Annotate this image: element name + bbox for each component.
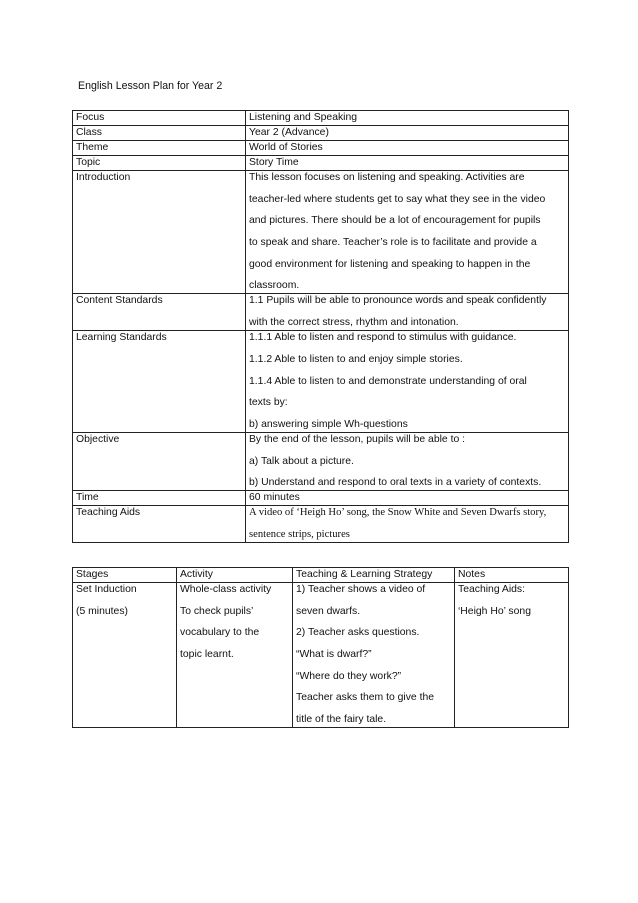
- strategy-cell: [293, 583, 455, 728]
- introduction-line: This lesson focuses on listening and speaking. Activities are: [249, 172, 525, 183]
- learning-standards-text: [246, 331, 569, 433]
- notes-line: Teaching Aids:: [458, 584, 526, 595]
- class-label: Class: [73, 126, 246, 141]
- objective-row: [73, 432, 569, 490]
- learning-standards-line: b) answering simple Wh-questions: [249, 418, 408, 430]
- time-row: [73, 491, 569, 506]
- content-standards-label: Content Standards: [73, 294, 246, 331]
- content-standards-text: [246, 294, 569, 331]
- topic-row: [73, 156, 569, 171]
- topic-value: Story Time: [246, 156, 569, 171]
- teaching-aids-label: Teaching Aids: [73, 506, 246, 543]
- theme-label: Theme: [73, 141, 246, 156]
- learning-standards-line: 1.1.1 Able to listen and respond to stimulus with guidance.: [249, 332, 517, 344]
- teaching-aids-row: [73, 506, 569, 543]
- header-activity: Activity: [177, 568, 293, 583]
- activity-line: topic learnt.: [180, 649, 234, 661]
- theme-value: World of Stories: [246, 141, 569, 156]
- content-standards-row: [73, 294, 569, 331]
- strategy-line: title of the fairy tale.: [296, 714, 387, 726]
- header-strategy: Teaching & Learning Strategy: [293, 568, 455, 583]
- stage-line: (5 minutes): [76, 605, 128, 617]
- time-value: 60 minutes: [246, 491, 569, 506]
- learning-standards-row: [73, 331, 569, 433]
- header-notes: Notes: [455, 568, 569, 583]
- introduction-label: Introduction: [73, 171, 246, 294]
- introduction-line: and pictures. There should be a lot of encouragement for pupils: [249, 215, 541, 227]
- class-row: [73, 126, 569, 141]
- strategy-line: “What is dwarf?”: [296, 649, 372, 661]
- focus-row: [73, 111, 569, 126]
- objective-text: [246, 432, 569, 490]
- strategy-line: Teacher asks them to give the: [296, 692, 435, 704]
- stages-header-row: [73, 568, 569, 583]
- introduction-line: to speak and share. Teacher’s role is to facilitate and provide a: [249, 237, 537, 249]
- content-standards-line: 1.1 Pupils will be able to pronounce words and speak confidently: [249, 295, 547, 307]
- introduction-line: good environment for listening and speaking to happen in the: [249, 258, 531, 270]
- objective-line: b) Understand and respond to oral texts in a variety of contexts.: [249, 477, 542, 489]
- class-value: Year 2 (Advance): [246, 126, 569, 141]
- teaching-aids-line: A video of ‘Heigh Ho’ song, the Snow White and Seven Dwarfs story,: [249, 507, 547, 519]
- topic-label: Topic: [73, 156, 246, 171]
- set-induction-row: [73, 583, 569, 728]
- objective-line: By the end of the lesson, pupils will be able to :: [249, 433, 466, 445]
- teaching-aids-text: [246, 506, 569, 543]
- strategy-line: 2) Teacher asks questions.: [296, 627, 420, 639]
- introduction-row: [73, 171, 569, 294]
- stages-table: [72, 567, 569, 728]
- activity-line: vocabulary to the: [180, 627, 260, 639]
- strategy-line: 1) Teacher shows a video of: [296, 584, 426, 595]
- activity-cell: [177, 583, 293, 728]
- learning-standards-line: texts by:: [249, 397, 288, 409]
- learning-standards-label: Learning Standards: [73, 331, 246, 433]
- focus-label: Focus: [73, 111, 246, 126]
- introduction-text: [246, 171, 569, 294]
- strategy-line: “Where do they work?”: [296, 670, 402, 682]
- theme-row: [73, 141, 569, 156]
- introduction-line: classroom.: [249, 280, 300, 292]
- introduction-line: teacher-led where students get to say what they see in the video: [249, 193, 546, 205]
- objective-label: Objective: [73, 432, 246, 490]
- focus-value: Listening and Speaking: [246, 111, 569, 126]
- strategy-line: seven dwarfs.: [296, 605, 361, 617]
- stage-line: Set Induction: [76, 584, 137, 595]
- teaching-aids-line: sentence strips, pictures: [249, 528, 350, 540]
- objective-line: a) Talk about a picture.: [249, 455, 354, 467]
- notes-cell: [455, 583, 569, 728]
- header-stages: Stages: [73, 568, 177, 583]
- notes-line: ‘Heigh Ho’ song: [458, 605, 531, 617]
- activity-line: To check pupils’: [180, 605, 254, 617]
- learning-standards-line: 1.1.2 Able to listen to and enjoy simple stories.: [249, 353, 463, 365]
- time-label: Time: [73, 491, 246, 506]
- page-title: English Lesson Plan for Year 2: [78, 80, 223, 92]
- learning-standards-line: 1.1.4 Able to listen to and demonstrate understanding of oral: [249, 375, 527, 387]
- stage-cell: [73, 583, 177, 728]
- activity-line: Whole-class activity: [180, 584, 272, 595]
- lesson-details-table: [72, 110, 569, 543]
- content-standards-line: with the correct stress, rhythm and intonation.: [249, 317, 459, 329]
